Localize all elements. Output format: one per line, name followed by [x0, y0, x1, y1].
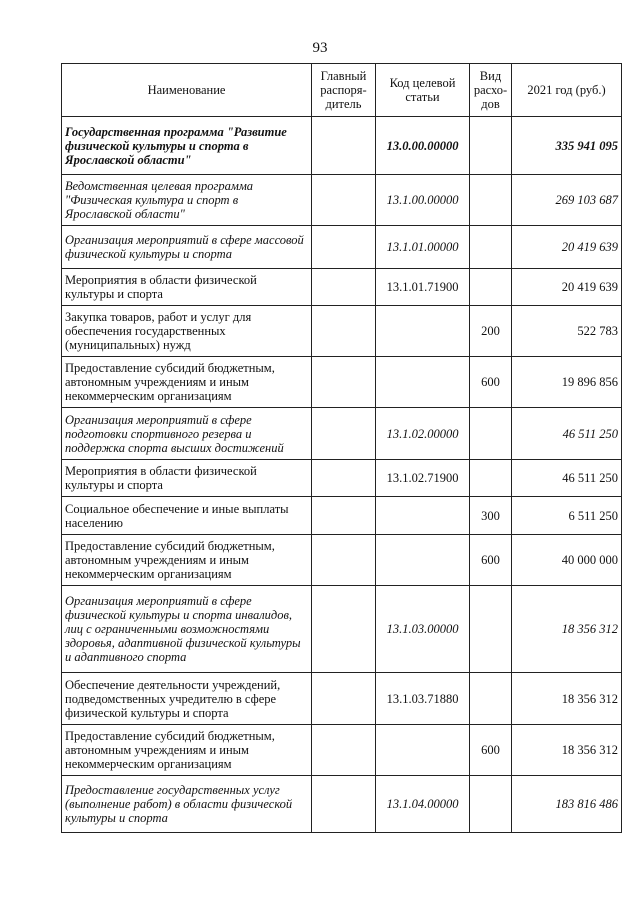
cell-amount: 18 356 312 [512, 586, 622, 673]
cell-amount: 19 896 856 [512, 357, 622, 408]
cell-expense-type [470, 408, 512, 460]
cell-name: Социальное обеспечение и иные выплаты населению [62, 497, 312, 535]
cell-manager [312, 497, 376, 535]
cell-name: Мероприятия в области физической культуры и спорта [62, 460, 312, 497]
cell-code: 13.1.03.00000 [376, 586, 470, 673]
cell-code: 13.1.01.00000 [376, 226, 470, 269]
cell-name: Предоставление субсидий бюджетным, автономным учреждениям и иным некоммерческим организациям [62, 357, 312, 408]
cell-name: Закупка товаров, работ и услуг для обеспечения государственных (муниципальных) нужд [62, 306, 312, 357]
cell-manager [312, 269, 376, 306]
header-code: Код целевой статьи [376, 64, 470, 117]
cell-amount: 522 783 [512, 306, 622, 357]
page-number: 93 [312, 40, 328, 56]
table-row [62, 357, 622, 408]
cell-name: Предоставление субсидий бюджетным, автономным учреждениям и иным некоммерческим организациям [62, 725, 312, 776]
cell-code: 13.1.04.00000 [376, 776, 470, 833]
cell-expense-type [470, 673, 512, 725]
cell-expense-type [470, 175, 512, 226]
cell-manager [312, 776, 376, 833]
cell-code [376, 535, 470, 586]
cell-manager [312, 535, 376, 586]
cell-code: 13.1.01.71900 [376, 269, 470, 306]
cell-manager [312, 226, 376, 269]
table-row [62, 776, 622, 833]
cell-code: 13.1.02.71900 [376, 460, 470, 497]
cell-code [376, 725, 470, 776]
cell-expense-type [470, 226, 512, 269]
cell-manager [312, 175, 376, 226]
cell-amount: 20 419 639 [512, 226, 622, 269]
cell-amount: 40 000 000 [512, 535, 622, 586]
cell-expense-type: 600 [470, 535, 512, 586]
table-row [62, 117, 622, 175]
cell-expense-type [470, 269, 512, 306]
budget-table [61, 63, 622, 833]
cell-name: Организация мероприятий в сфере массовой физической культуры и спорта [62, 226, 312, 269]
cell-amount: 18 356 312 [512, 673, 622, 725]
cell-manager [312, 586, 376, 673]
cell-name: Обеспечение деятельности учреждений, подведомственных учредителю в сфере физической культуры и спорта [62, 673, 312, 725]
table-row [62, 497, 622, 535]
cell-code [376, 497, 470, 535]
cell-expense-type [470, 460, 512, 497]
table-row [62, 408, 622, 460]
table-row [62, 175, 622, 226]
cell-name: Предоставление субсидий бюджетным, автономным учреждениям и иным некоммерческим организациям [62, 535, 312, 586]
cell-manager [312, 357, 376, 408]
cell-manager [312, 306, 376, 357]
header-manager: Главный распоря-дитель [312, 64, 376, 117]
table-row [62, 269, 622, 306]
cell-manager [312, 460, 376, 497]
cell-code [376, 306, 470, 357]
cell-code: 13.1.02.00000 [376, 408, 470, 460]
cell-manager [312, 725, 376, 776]
cell-expense-type [470, 776, 512, 833]
table-row [62, 535, 622, 586]
cell-expense-type: 200 [470, 306, 512, 357]
header-name: Наименование [62, 64, 312, 117]
cell-name: Организация мероприятий в сфере подготовки спортивного резерва и поддержка спорта высших достижений [62, 408, 312, 460]
cell-expense-type: 300 [470, 497, 512, 535]
cell-amount: 46 511 250 [512, 460, 622, 497]
cell-name: Государственная программа "Развитие физической культуры и спорта в Ярославской области" [62, 117, 312, 175]
cell-amount: 18 356 312 [512, 725, 622, 776]
table-row [62, 306, 622, 357]
header-amount: 2021 год (руб.) [512, 64, 622, 117]
table-row [62, 586, 622, 673]
cell-expense-type: 600 [470, 725, 512, 776]
table-row [62, 725, 622, 776]
cell-code: 13.1.03.71880 [376, 673, 470, 725]
cell-expense-type: 600 [470, 357, 512, 408]
cell-name: Предоставление государственных услуг (выполнение работ) в области физической культуры и спорта [62, 776, 312, 833]
table-row [62, 226, 622, 269]
cell-name: Мероприятия в области физической культуры и спорта [62, 269, 312, 306]
cell-name: Ведомственная целевая программа "Физическая культура и спорт в Ярославской области" [62, 175, 312, 226]
table-row [62, 460, 622, 497]
cell-code [376, 357, 470, 408]
header-expense-type: Вид расхо-дов [470, 64, 512, 117]
cell-code: 13.1.00.00000 [376, 175, 470, 226]
cell-manager [312, 117, 376, 175]
cell-amount: 269 103 687 [512, 175, 622, 226]
cell-name: Организация мероприятий в сфере физической культуры и спорта инвалидов, лиц с ограниченными возможностями здоровья, адаптивной физической культуры и адаптивного спорта [62, 586, 312, 673]
cell-amount: 6 511 250 [512, 497, 622, 535]
cell-amount: 183 816 486 [512, 776, 622, 833]
cell-amount: 46 511 250 [512, 408, 622, 460]
cell-manager [312, 408, 376, 460]
cell-expense-type [470, 586, 512, 673]
table-header-row [62, 64, 622, 117]
cell-amount: 335 941 095 [512, 117, 622, 175]
cell-code: 13.0.00.00000 [376, 117, 470, 175]
cell-amount: 20 419 639 [512, 269, 622, 306]
cell-manager [312, 673, 376, 725]
cell-expense-type [470, 117, 512, 175]
table-row [62, 673, 622, 725]
